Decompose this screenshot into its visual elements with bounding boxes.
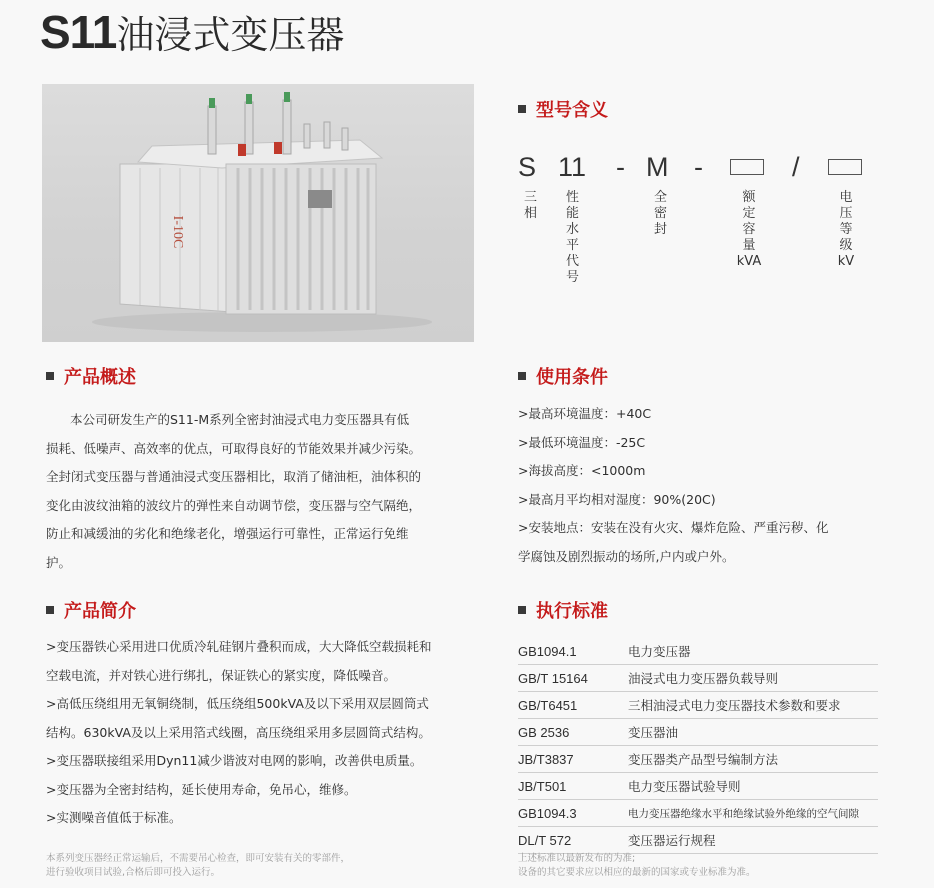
table-row: GB/T 15164 油浸式电力变压器负载导则 [518,665,878,692]
model-meaning-heading: 型号含义 [518,99,608,123]
square-bullet-icon [46,606,54,614]
intro-text: >变压器铁心采用进口优质冷轧硅钢片叠积而成，大大降低空载损耗和 空载电流，并对铁心进行绑扎，保证铁心的紧实度，降低噪音。 >高低压绕组用无氧铜绕制，低压绕组500kVA及以下采用双层圆筒式 结构。630kVA及以上采用箔式线圈，高压绕组采用多层圆筒式结构。 >变压器联接组采用Dyn11减少谐波对电网的影响，改善供电质量。 >变压器为全密封结构，延长使用寿命，免吊心，维修。 >实测噪音值低于标准。 [46,639,432,825]
square-bullet-icon [46,372,54,380]
standards-table [518,638,878,854]
code-slash: / [792,152,800,182]
voltage-box [828,159,862,175]
code-dash-2: - [694,152,703,182]
meaning-col-phase: 三 相 [524,190,538,221]
code-s: S [518,152,537,182]
title-name: 油浸式变压器 [116,13,345,57]
code-dash-1: - [616,152,625,182]
table-row: JB/T3837 变压器类产品型号编制方法 [518,746,878,773]
meaning-col-capacity: 额 定 容 量 kVA [736,190,762,269]
table-row: GB/T6451 三相油浸式电力变压器技术参数和要求 [518,692,878,719]
page-title [40,8,344,59]
table-row: GB1094.1 电力变压器 [518,638,878,665]
square-bullet-icon [518,606,526,614]
product-photo [42,84,474,342]
model-code [518,150,878,184]
overview-text: 本公司研发生产的S11-M系列全密封油浸式电力变压器具有低 损耗、低噪声、高效率的优点，可取得良好的节能效果并减少污染。 全封闭式变压器与普通油浸式变压器相比，取消了储油柜，油体积的 变化由波纹油箱的波纹片的弹性来自动调节偿，变压器与空气隔绝， 防止和减缓油的劣化和绝缘老化，增强运行可靠性，正常运行免维 护。 [46,412,422,570]
footnote-left: 本系列变压器经正常运输后，不需要吊心检查，即可安装有关的零部件， 进行验收项目试验,合格后即可投入运行。 [46,853,351,878]
conditions-heading: 使用条件 [518,366,608,390]
transformer-illustration [42,84,474,342]
code-number: 11 [558,152,587,182]
square-bullet-icon [518,105,526,113]
square-bullet-icon [518,372,526,380]
table-row: DL/T 572 变压器运行规程 [518,827,878,854]
meaning-col-performance: 性 能 水 平 代 号 [566,190,580,285]
capacity-box [730,159,764,175]
meaning-col-sealed: 全 密 封 [654,190,668,237]
overview-heading: 产品概述 [46,366,136,390]
footnote-right: 上述标准以最新发布的为准; 设备的其它要求应以相应的最新的国家或专业标准为准。 [518,853,756,878]
table-row: JB/T501 电力变压器试验导则 [518,773,878,800]
title-model: S11 [40,6,117,58]
meaning-col-voltage: 电 压 等 级 kV [837,190,855,269]
table-row: GB1094.3 电力变压器绝缘水平和绝缘试验外绝缘的空气间隙 [518,800,878,827]
conditions-text: >最高环境温度：+40C >最低环境温度：-25C >海拔高度：<1000m >最高月平均相对湿度：90%(20C) >安装地点：安装在没有火灾、爆炸危险、严重污秽、化 学腐蚀及剧烈振动的场所,户内或户外。 [518,406,829,564]
code-m: M [646,152,669,182]
intro-heading: 产品简介 [46,600,136,624]
table-row: GB 2536 变压器油 [518,719,878,746]
nameplate-text: I-10C [170,215,185,249]
standards-heading: 执行标准 [518,600,608,624]
